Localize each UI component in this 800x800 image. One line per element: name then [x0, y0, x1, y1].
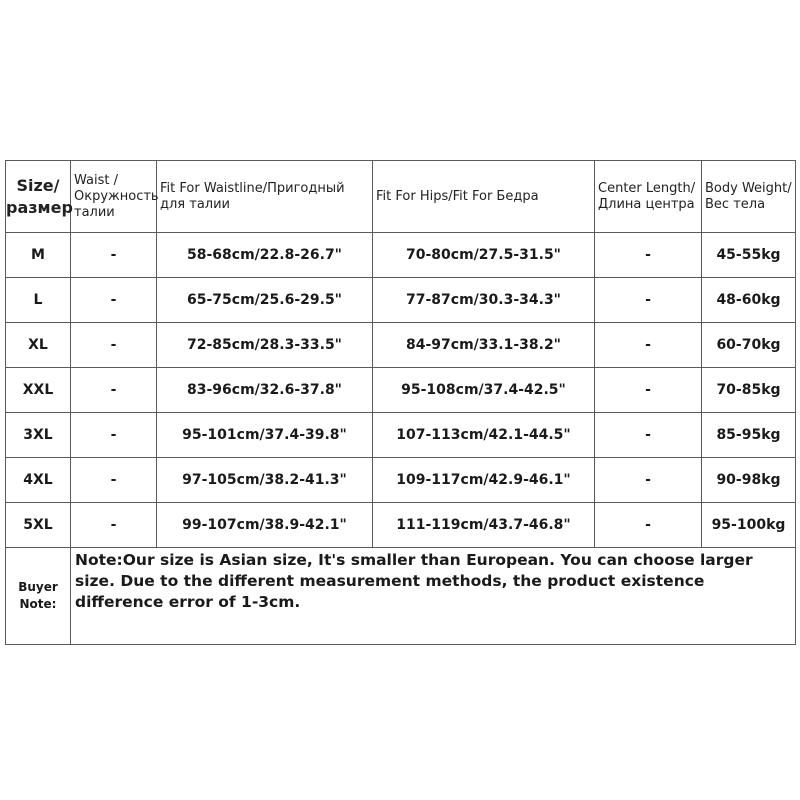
header-row [6, 161, 796, 233]
buyer-note-row [6, 548, 796, 645]
buyer-note-text: Note:Our size is Asian size, It's smaller than European. You can choose larger size. Due to the different measurement methods, the product existence difference error of 1-3cm. [71, 548, 796, 645]
size-cell: XXL [6, 368, 71, 413]
body-weight-cell: 60-70kg [702, 323, 796, 368]
header-fit-hips: Fit For Hips/Fit For Бедра [373, 161, 595, 233]
center-length-cell: - [595, 368, 702, 413]
body-weight-cell: 90-98kg [702, 458, 796, 503]
fit-hips-cell: 70-80cm/27.5-31.5" [373, 233, 595, 278]
fit-hips-cell: 109-117cm/42.9-46.1" [373, 458, 595, 503]
header-size: Size/размер [6, 161, 71, 233]
center-length-cell: - [595, 233, 702, 278]
table-row [6, 278, 796, 323]
waist-cell: - [71, 413, 157, 458]
center-length-cell: - [595, 278, 702, 323]
table-row [6, 413, 796, 458]
fit-waistline-cell: 99-107cm/38.9-42.1" [157, 503, 373, 548]
body-weight-cell: 70-85kg [702, 368, 796, 413]
size-cell: 4XL [6, 458, 71, 503]
waist-cell: - [71, 503, 157, 548]
header-waist: Waist /Окружность талии [71, 161, 157, 233]
fit-hips-cell: 77-87cm/30.3-34.3" [373, 278, 595, 323]
table-row [6, 233, 796, 278]
fit-waistline-cell: 95-101cm/37.4-39.8" [157, 413, 373, 458]
size-cell: 5XL [6, 503, 71, 548]
fit-hips-cell: 111-119cm/43.7-46.8" [373, 503, 595, 548]
center-length-cell: - [595, 458, 702, 503]
fit-waistline-cell: 72-85cm/28.3-33.5" [157, 323, 373, 368]
fit-waistline-cell: 58-68cm/22.8-26.7" [157, 233, 373, 278]
body-weight-cell: 45-55kg [702, 233, 796, 278]
header-fit-waistline: Fit For Waistline/Пригодный для талии [157, 161, 373, 233]
waist-cell: - [71, 368, 157, 413]
waist-cell: - [71, 323, 157, 368]
fit-hips-cell: 84-97cm/33.1-38.2" [373, 323, 595, 368]
center-length-cell: - [595, 413, 702, 458]
table-body [6, 233, 796, 645]
body-weight-cell: 85-95kg [702, 413, 796, 458]
body-weight-cell: 48-60kg [702, 278, 796, 323]
center-length-cell: - [595, 323, 702, 368]
waist-cell: - [71, 233, 157, 278]
fit-waistline-cell: 83-96cm/32.6-37.8" [157, 368, 373, 413]
table-row [6, 458, 796, 503]
size-cell: M [6, 233, 71, 278]
table-row [6, 323, 796, 368]
body-weight-cell: 95-100kg [702, 503, 796, 548]
fit-hips-cell: 95-108cm/37.4-42.5" [373, 368, 595, 413]
header-body-weight: Body Weight/Вес тела [702, 161, 796, 233]
size-cell: 3XL [6, 413, 71, 458]
size-cell: L [6, 278, 71, 323]
waist-cell: - [71, 458, 157, 503]
table-row [6, 368, 796, 413]
fit-hips-cell: 107-113cm/42.1-44.5" [373, 413, 595, 458]
center-length-cell: - [595, 503, 702, 548]
table-row [6, 503, 796, 548]
fit-waistline-cell: 65-75cm/25.6-29.5" [157, 278, 373, 323]
buyer-note-label: Buyer Note: [6, 548, 71, 645]
table-header [6, 161, 796, 233]
size-cell: XL [6, 323, 71, 368]
fit-waistline-cell: 97-105cm/38.2-41.3" [157, 458, 373, 503]
size-chart-table [5, 160, 796, 645]
header-center-length: Center Length/Длина центра [595, 161, 702, 233]
waist-cell: - [71, 278, 157, 323]
